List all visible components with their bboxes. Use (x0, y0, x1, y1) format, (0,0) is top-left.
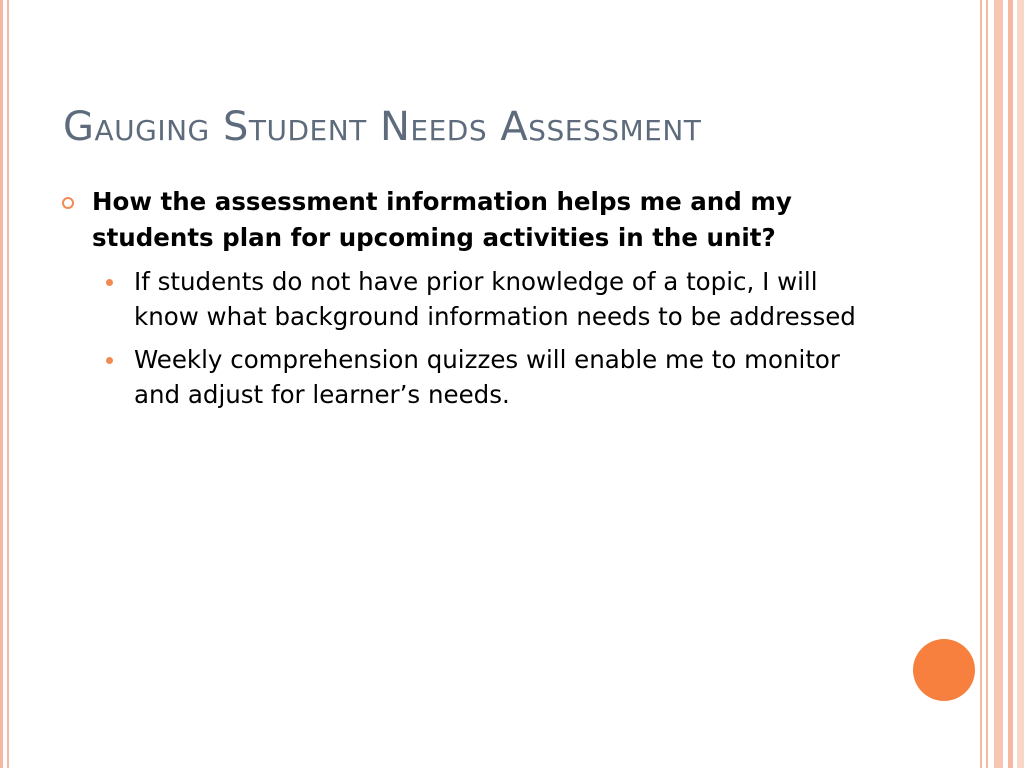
sub-bullet-item (106, 342, 882, 412)
right-border-stripe (1008, 0, 1013, 768)
sub-bullet-text: Weekly comprehension quizzes will enable me to monitor and adjust for learner’s needs. (134, 345, 840, 409)
dot-bullet-icon (106, 357, 113, 364)
ring-bullet-icon (62, 197, 74, 209)
sub-bullet-item (106, 264, 882, 334)
left-border-stripe-inner (7, 0, 9, 768)
dot-bullet-icon (106, 279, 113, 286)
right-border-stripe (994, 0, 1003, 768)
left-border-stripe (0, 0, 3, 768)
slide-title: Gauging Student Needs Assessment (63, 104, 702, 150)
decorative-circle-icon (913, 639, 975, 701)
bullet-text: How the assessment information helps me and my students plan for upcoming activities in the unit? (92, 187, 792, 252)
right-border-stripe (980, 0, 982, 768)
right-border-stripe (986, 0, 988, 768)
slide-body (62, 184, 882, 412)
sub-bullet-text: If students do not have prior knowledge of a topic, I will know what background information needs to be addressed (134, 267, 856, 331)
bullet-item (62, 184, 882, 256)
right-border-stripe (1017, 0, 1024, 768)
